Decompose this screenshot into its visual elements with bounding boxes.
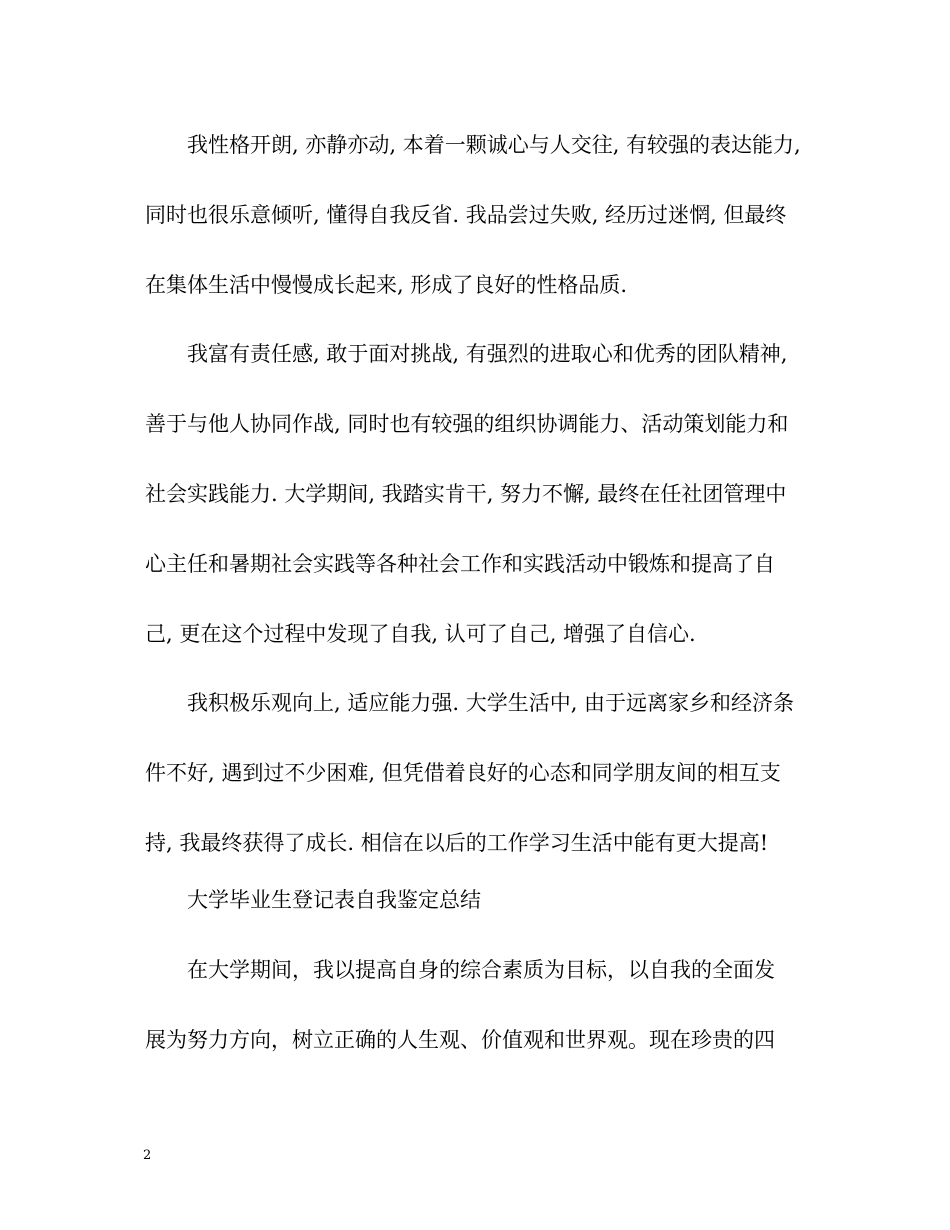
paragraph-2-line-5: 己, 更在这个过程中发现了自我, 认可了自己, 增强了自信心. — [145, 622, 696, 646]
paragraph-3-line-1: 我积极乐观向上, 适应能力强. 大学生活中, 由于远离家乡和经济条 — [187, 691, 795, 715]
page-number: 2 — [143, 1148, 152, 1163]
paragraph-1-line-2: 同时也很乐意倾听, 懂得自我反省. 我品尝过失败, 经历过迷惘, 但最终 — [145, 203, 787, 227]
paragraph-2-line-1: 我富有责任感, 敢于面对挑战, 有强烈的进取心和优秀的团队精神, — [187, 342, 788, 366]
paragraph-2-line-4: 心主任和暑期社会实践等各种社会工作和实践活动中锻炼和提高了自 — [145, 552, 775, 576]
paragraph-2-line-2: 善于与他人协同作战, 同时也有较强的组织协调能力、活动策划能力和 — [145, 412, 789, 436]
paragraph-3-line-3: 持, 我最终获得了成长. 相信在以后的工作学习生活中能有更大提高! — [145, 831, 769, 855]
paragraph-4-line-2: 展为努力方向，树立正确的人生观、价值观和世界观。现在珍贵的四 — [145, 1028, 775, 1052]
paragraph-3-line-2: 件不好, 遇到过不少困难, 但凭借着良好的心态和同学朋友间的相互支 — [145, 761, 781, 785]
paragraph-1-line-1: 我性格开朗, 亦静亦动, 本着一颗诚心与人交往, 有较强的表达能力, — [187, 133, 801, 157]
paragraph-1-line-3: 在集体生活中慢慢成长起来, 形成了良好的性格品质. — [145, 273, 628, 297]
paragraph-2-line-3: 社会实践能力. 大学期间, 我踏实肯干, 努力不懈, 最终在任社团管理中 — [145, 482, 787, 506]
paragraph-4-line-1: 在大学期间，我以提高自身的综合素质为目标，以自我的全面发 — [187, 958, 775, 982]
section-heading: 大学毕业生登记表自我鉴定总结 — [187, 888, 481, 912]
